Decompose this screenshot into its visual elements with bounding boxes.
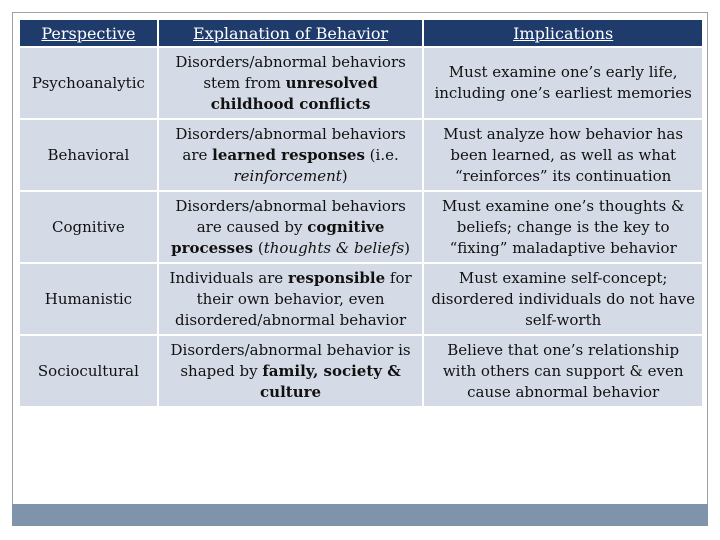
text-run: Disorders/abnormal behavior is shaped by (170, 340, 411, 380)
text-run: ( (253, 238, 264, 257)
perspectives-table (18, 18, 704, 408)
header-perspective: Perspective (20, 20, 157, 46)
header-explanation: Explanation of Behavior (159, 20, 423, 46)
perspective-cell: Cognitive (20, 192, 157, 262)
implications-cell: Believe that one’s relationship with others can support & even cause abnormal behavior (424, 336, 702, 406)
text-run: Disorders/abnormal behaviors stem from (175, 52, 406, 92)
footer-bar (12, 504, 708, 526)
emphasis-bold: learned responses (212, 145, 365, 164)
table-row (20, 120, 702, 190)
emphasis-bold: unresolved childhood conflicts (210, 73, 378, 113)
emphasis-bold: cognitive processes (171, 217, 385, 257)
text-run: ) (404, 238, 411, 257)
emphasis-bold: responsible (287, 268, 386, 287)
implications-cell: Must examine one’s early life, including one’s earliest memories (424, 48, 702, 118)
text-run: (i.e. (364, 145, 399, 164)
perspective-cell: Sociocultural (20, 336, 157, 406)
explanation-cell (159, 264, 423, 334)
implications-cell: Must examine self-concept; disordered individuals do not have self-worth (424, 264, 702, 334)
text-run: for their own behavior, even disordered/abnormal behavior (174, 268, 412, 329)
emphasis-italic: reinforcement (233, 166, 342, 185)
header-implications: Implications (424, 20, 702, 46)
perspective-cell: Behavioral (20, 120, 157, 190)
table-row (20, 264, 702, 334)
emphasis-italic: thoughts & beliefs (263, 238, 405, 257)
explanation-cell (159, 120, 423, 190)
table-row (20, 48, 702, 118)
emphasis-bold: family, society & culture (260, 361, 401, 401)
text-run: Disorders/abnormal behaviors are caused by (175, 196, 406, 236)
perspective-cell: Humanistic (20, 264, 157, 334)
text-run: Disorders/abnormal behaviors are (175, 124, 406, 164)
text-run: ) (341, 166, 348, 185)
table-row (20, 336, 702, 406)
explanation-cell (159, 192, 423, 262)
implications-cell: Must examine one’s thoughts & beliefs; change is the key to “fixing” maladaptive behavior (424, 192, 702, 262)
explanation-cell (159, 336, 423, 406)
implications-cell: Must analyze how behavior has been learned, as well as what “reinforces” its continuation (424, 120, 702, 190)
perspective-cell: Psychoanalytic (20, 48, 157, 118)
explanation-cell (159, 48, 423, 118)
header-row (20, 20, 702, 46)
table-row (20, 192, 702, 262)
text-run: Individuals are (169, 268, 288, 287)
